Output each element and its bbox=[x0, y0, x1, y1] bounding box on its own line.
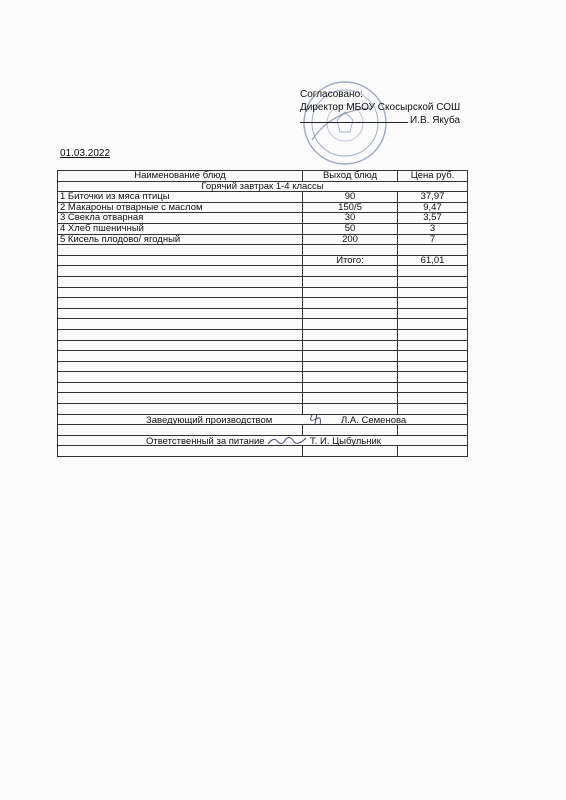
header-price: Цена руб. bbox=[398, 171, 468, 182]
empty-row bbox=[58, 340, 468, 351]
empty-row bbox=[58, 446, 468, 457]
approval-signature-line bbox=[300, 114, 460, 127]
manager-signature bbox=[302, 414, 328, 425]
manager-signature-row bbox=[58, 414, 468, 425]
empty-row bbox=[58, 298, 468, 309]
approval-position: Директор МБОУ Скосырской СОШ bbox=[300, 102, 461, 113]
approval-block bbox=[300, 88, 460, 127]
table-row bbox=[58, 202, 468, 213]
empty-row bbox=[58, 308, 468, 319]
responsible-role: Ответственный за питание bbox=[146, 435, 265, 446]
empty-row bbox=[58, 425, 468, 436]
total-label: Итого: bbox=[303, 255, 398, 266]
responsible-signature-row bbox=[58, 435, 468, 446]
approval-label: Согласовано: bbox=[300, 89, 363, 100]
signature-underline bbox=[300, 122, 408, 123]
responsible-name: Т. И. Цыбульник bbox=[310, 435, 381, 446]
empty-row bbox=[58, 372, 468, 383]
approval-signer: И.В. Якуба bbox=[410, 115, 461, 126]
empty-row bbox=[58, 319, 468, 330]
dish-yield: 30 bbox=[303, 213, 398, 224]
document-date: 01.03.2022 bbox=[60, 148, 111, 159]
empty-row bbox=[58, 404, 468, 415]
dish-yield: 150/5 bbox=[303, 202, 398, 213]
dish-yield: 90 bbox=[303, 192, 398, 203]
dish-price: 7 bbox=[398, 234, 468, 245]
table-row bbox=[58, 223, 468, 234]
section-title: Горячий завтрак 1-4 классы bbox=[58, 181, 468, 192]
empty-row bbox=[58, 266, 468, 277]
header-yield: Выход блюд bbox=[303, 171, 398, 182]
dish-price: 37,97 bbox=[398, 192, 468, 203]
dish-name: 2 Макароны отварные с маслом bbox=[58, 202, 303, 213]
table-header-row bbox=[58, 171, 468, 182]
dish-price: 9,47 bbox=[398, 202, 468, 213]
dish-yield: 50 bbox=[303, 223, 398, 234]
table-row bbox=[58, 234, 468, 245]
header-dish-name: Наименование блюд bbox=[58, 171, 303, 182]
section-row bbox=[58, 181, 468, 192]
dish-name: 4 Хлеб пшеничный bbox=[58, 223, 303, 234]
dish-price: 3 bbox=[398, 223, 468, 234]
responsible-signature bbox=[266, 435, 308, 446]
dish-price: 3,57 bbox=[398, 213, 468, 224]
empty-row bbox=[58, 361, 468, 372]
manager-role: Заведующий производством bbox=[146, 414, 273, 425]
total-row bbox=[58, 255, 468, 266]
empty-row bbox=[58, 382, 468, 393]
table-row bbox=[58, 213, 468, 224]
total-value: 61,01 bbox=[398, 255, 468, 266]
empty-row bbox=[58, 351, 468, 362]
empty-row bbox=[58, 276, 468, 287]
dish-name: 3 Свекла отварная bbox=[58, 213, 303, 224]
dish-name: 1 Биточки из мяса птицы bbox=[58, 192, 303, 203]
menu-table bbox=[57, 170, 468, 457]
empty-row bbox=[58, 329, 468, 340]
manager-name: Л.А. Семенова bbox=[341, 414, 407, 425]
table-row bbox=[58, 192, 468, 203]
empty-row bbox=[58, 245, 468, 256]
dish-yield: 200 bbox=[303, 234, 398, 245]
dish-name: 5 Кисель плодово/ ягодный bbox=[58, 234, 303, 245]
empty-row bbox=[58, 393, 468, 404]
empty-row bbox=[58, 287, 468, 298]
